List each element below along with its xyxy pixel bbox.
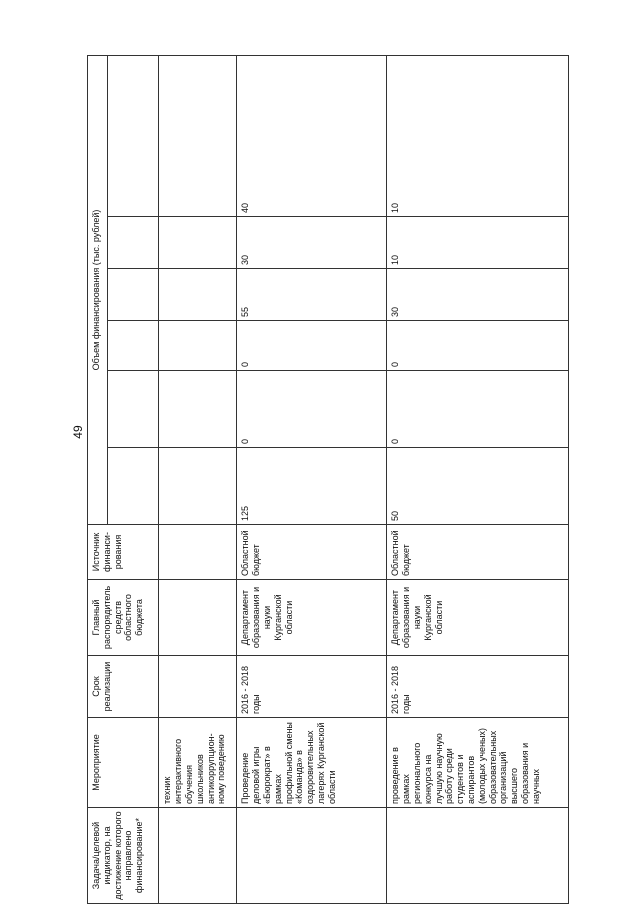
cell-volume-1: 125 bbox=[237, 448, 387, 525]
cell-task bbox=[387, 808, 569, 904]
cell-source: Областной бюджет bbox=[387, 525, 569, 580]
header-volume: Объем финансирования (тыс. рублей) bbox=[88, 55, 108, 524]
header-volume-sub-5 bbox=[108, 217, 159, 269]
cell-measure: проведение в рамках регионального конкурса на лучшую научную работу среди студентов и аспирантов (молодых ученых) образовательных организаций высшего образования и научных bbox=[387, 718, 569, 808]
table-row bbox=[387, 55, 569, 903]
cell-measure: техник интерактивного обучения школьников антикоррупцион-ному поведению bbox=[159, 718, 237, 808]
cell-task bbox=[237, 808, 387, 904]
header-measure: Мероприятие bbox=[88, 718, 159, 808]
cell-period: 2016 - 2018 годы bbox=[237, 656, 387, 718]
cell-volume-6 bbox=[159, 55, 237, 216]
cell-manager bbox=[159, 580, 237, 656]
cell-volume-3: 0 bbox=[237, 321, 387, 371]
header-period: Срок реализации bbox=[88, 656, 159, 718]
header-row bbox=[88, 55, 108, 903]
rotated-page-content bbox=[87, 58, 569, 904]
cell-volume-5 bbox=[159, 217, 237, 269]
header-volume-sub-2 bbox=[108, 371, 159, 448]
financing-table bbox=[87, 55, 569, 904]
header-manager: Главный распорядитель средств областного бюджета bbox=[88, 580, 159, 656]
page-number: 49 bbox=[71, 425, 85, 439]
header-volume-sub-6 bbox=[108, 55, 159, 216]
cell-volume-3: 0 bbox=[387, 321, 569, 371]
cell-source: Областной бюджет bbox=[237, 525, 387, 580]
cell-volume-4: 30 bbox=[387, 269, 569, 321]
cell-period bbox=[159, 656, 237, 718]
cell-volume-6: 40 bbox=[237, 55, 387, 216]
cell-task bbox=[159, 808, 237, 904]
cell-measure: Проведение деловой игры «Бюрократ» в рамках профильной смены «Команда» в оздоровительных лагерях Курганской области bbox=[237, 718, 387, 808]
cell-manager: Департамент образования и науки Курганской области bbox=[237, 580, 387, 656]
cell-volume-3 bbox=[159, 321, 237, 371]
cell-volume-4: 55 bbox=[237, 269, 387, 321]
cell-manager: Департамент образования и науки Курганской области bbox=[387, 580, 569, 656]
cell-source bbox=[159, 525, 237, 580]
cell-volume-1 bbox=[159, 448, 237, 525]
cell-volume-2 bbox=[159, 371, 237, 448]
cell-volume-2: 0 bbox=[237, 371, 387, 448]
cell-volume-6: 10 bbox=[387, 55, 569, 216]
cell-volume-4 bbox=[159, 269, 237, 321]
header-task: Задача/целевой индикатор, на достижение которого направлено финансирование* bbox=[88, 808, 159, 904]
header-volume-sub-4 bbox=[108, 269, 159, 321]
header-volume-sub-3 bbox=[108, 321, 159, 371]
cell-volume-5: 10 bbox=[387, 217, 569, 269]
header-source: Источник финанси-рования bbox=[88, 525, 159, 580]
cell-volume-5: 30 bbox=[237, 217, 387, 269]
table-row bbox=[159, 55, 237, 903]
cell-volume-1: 50 bbox=[387, 448, 569, 525]
table-row bbox=[237, 55, 387, 903]
cell-volume-2: 0 bbox=[387, 371, 569, 448]
cell-period: 2016 - 2018 годы bbox=[387, 656, 569, 718]
header-volume-sub-1 bbox=[108, 448, 159, 525]
